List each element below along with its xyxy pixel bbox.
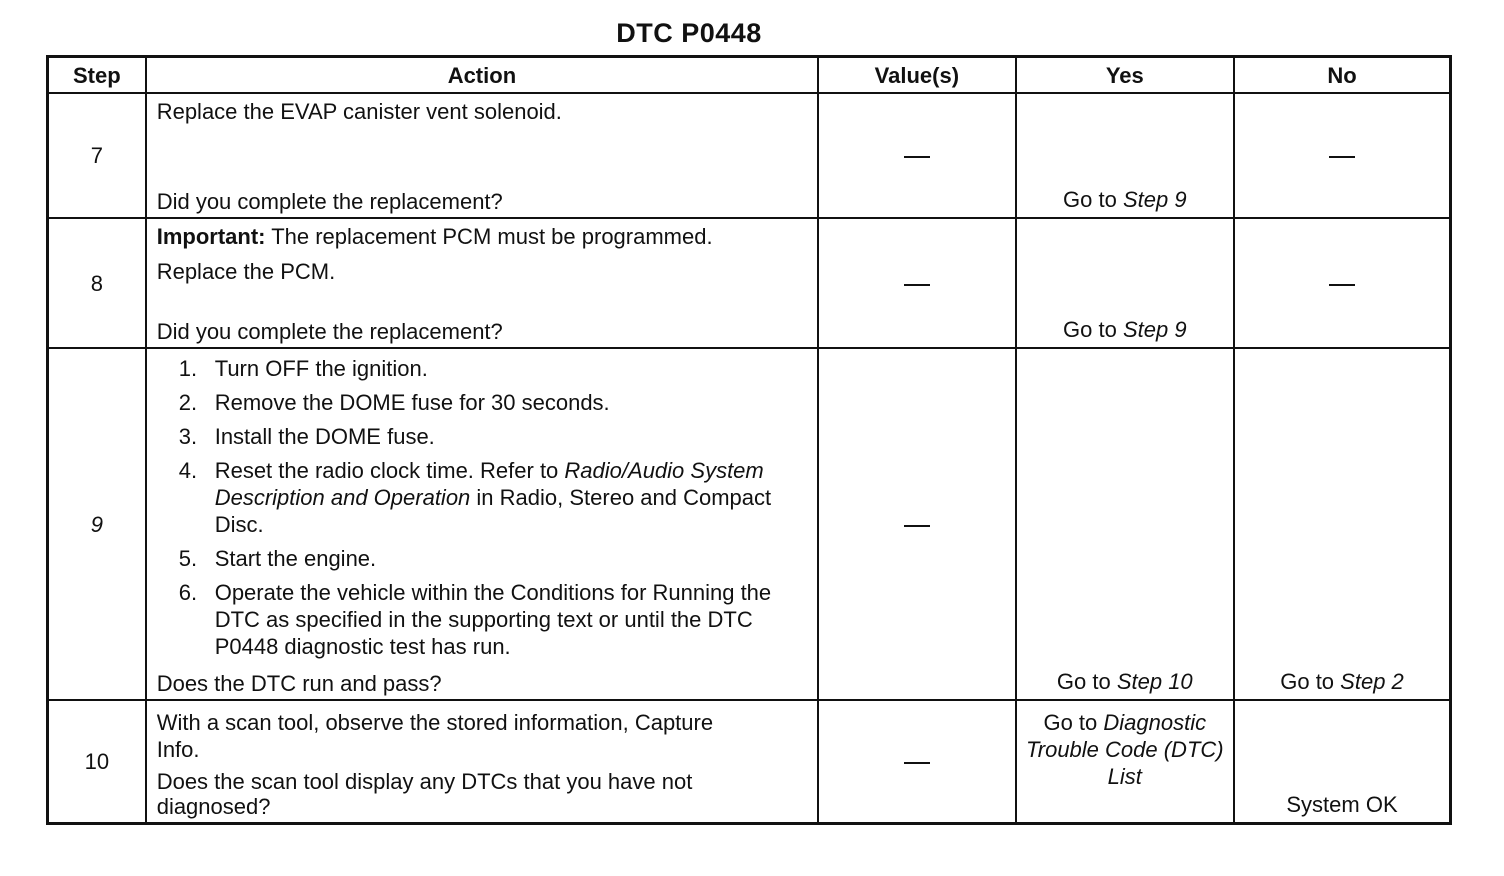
no-target: Step 2 — [1340, 669, 1404, 694]
header-no: No — [1234, 57, 1450, 94]
dash-mark — [1329, 284, 1355, 286]
yes-target: Diagnostic Trouble Code (DTC) List — [1025, 710, 1224, 789]
table-row-step-10 — [48, 700, 1451, 824]
dash-mark — [1329, 156, 1355, 158]
no-cell — [1234, 93, 1450, 218]
yes-link[interactable] — [1063, 186, 1187, 213]
list-item: 6. Operate the vehicle within the Conditions for Running the DTC as specified in the supporting text or until the DTC P0448 diagnostic test has run. — [178, 580, 772, 659]
reference-link[interactable]: Radio/Audio System Description and Operation — [214, 458, 764, 510]
yes-target: Step 9 — [1122, 187, 1187, 212]
table-row-step-8 — [48, 218, 1451, 348]
no-cell — [1234, 218, 1450, 348]
header-yes: Yes — [1016, 57, 1234, 94]
header-step: Step — [48, 57, 146, 94]
step-number: 9 — [48, 348, 146, 700]
dash-mark — [904, 156, 930, 158]
list-item: 4. Reset the radio clock time. Refer to Radio/Audio System Description and Operation in Radio, Stereo and Compact Disc. — [178, 458, 772, 537]
yes-link[interactable] — [1063, 316, 1187, 343]
yes-prefix: Go to — [1063, 187, 1117, 212]
step-number: 10 — [48, 700, 146, 824]
no-result: System OK — [1286, 792, 1398, 817]
table-row-step-7 — [48, 93, 1451, 218]
yes-link[interactable] — [1057, 668, 1193, 695]
step-number: 7 — [48, 93, 146, 218]
important-label: Important: — [156, 224, 266, 249]
list-item: 3. Install the DOME fuse. — [178, 424, 435, 449]
action-cell — [146, 218, 818, 348]
action-cell — [146, 93, 818, 218]
action-text: Replace the PCM. — [156, 259, 336, 284]
yes-prefix: Go to — [1056, 669, 1111, 694]
yes-cell — [1016, 93, 1234, 218]
action-question: Did you complete the replacement? — [156, 189, 503, 214]
yes-link[interactable] — [1017, 701, 1233, 790]
list-item: 1. Turn OFF the ignition. — [178, 356, 428, 381]
dash-mark — [904, 525, 930, 527]
action-cell — [146, 700, 818, 824]
diagnostic-table — [46, 55, 1452, 825]
header-values: Value(s) — [818, 57, 1015, 94]
yes-target: Step 10 — [1116, 669, 1193, 694]
table-row-step-9 — [48, 348, 1451, 700]
yes-prefix: Go to — [1063, 317, 1117, 342]
dash-mark — [904, 762, 930, 764]
table-header-row — [48, 57, 1451, 94]
action-cell — [146, 348, 818, 700]
yes-cell — [1016, 700, 1234, 824]
list-item: 5. Start the engine. — [178, 546, 377, 571]
action-text: With a scan tool, observe the stored information, Capture Info. — [156, 710, 714, 762]
list-item: 2. Remove the DOME fuse for 30 seconds. — [178, 390, 610, 415]
action-question: Does the scan tool display any DTCs that you have not diagnosed? — [156, 769, 693, 819]
yes-target: Step 9 — [1122, 317, 1187, 342]
no-cell — [1234, 700, 1450, 824]
action-question: Did you complete the replacement? — [156, 319, 503, 344]
dash-mark — [904, 284, 930, 286]
yes-cell — [1016, 218, 1234, 348]
yes-prefix: Go to — [1043, 710, 1098, 735]
action-text: Replace the EVAP canister vent solenoid. — [156, 99, 562, 124]
no-cell — [1234, 348, 1450, 700]
yes-cell — [1016, 348, 1234, 700]
step-number: 8 — [48, 218, 146, 348]
value-cell — [818, 700, 1015, 824]
important-text: The replacement PCM must be programmed. — [271, 224, 713, 249]
value-cell — [818, 348, 1015, 700]
value-cell — [818, 218, 1015, 348]
important-note — [157, 223, 807, 250]
no-prefix: Go to — [1280, 669, 1335, 694]
header-action: Action — [146, 57, 818, 94]
value-cell — [818, 93, 1015, 218]
action-question: Does the DTC run and pass? — [156, 671, 442, 696]
procedure-list — [157, 355, 807, 660]
page-title: DTC P0448 — [616, 18, 762, 48]
no-link[interactable] — [1280, 668, 1404, 695]
